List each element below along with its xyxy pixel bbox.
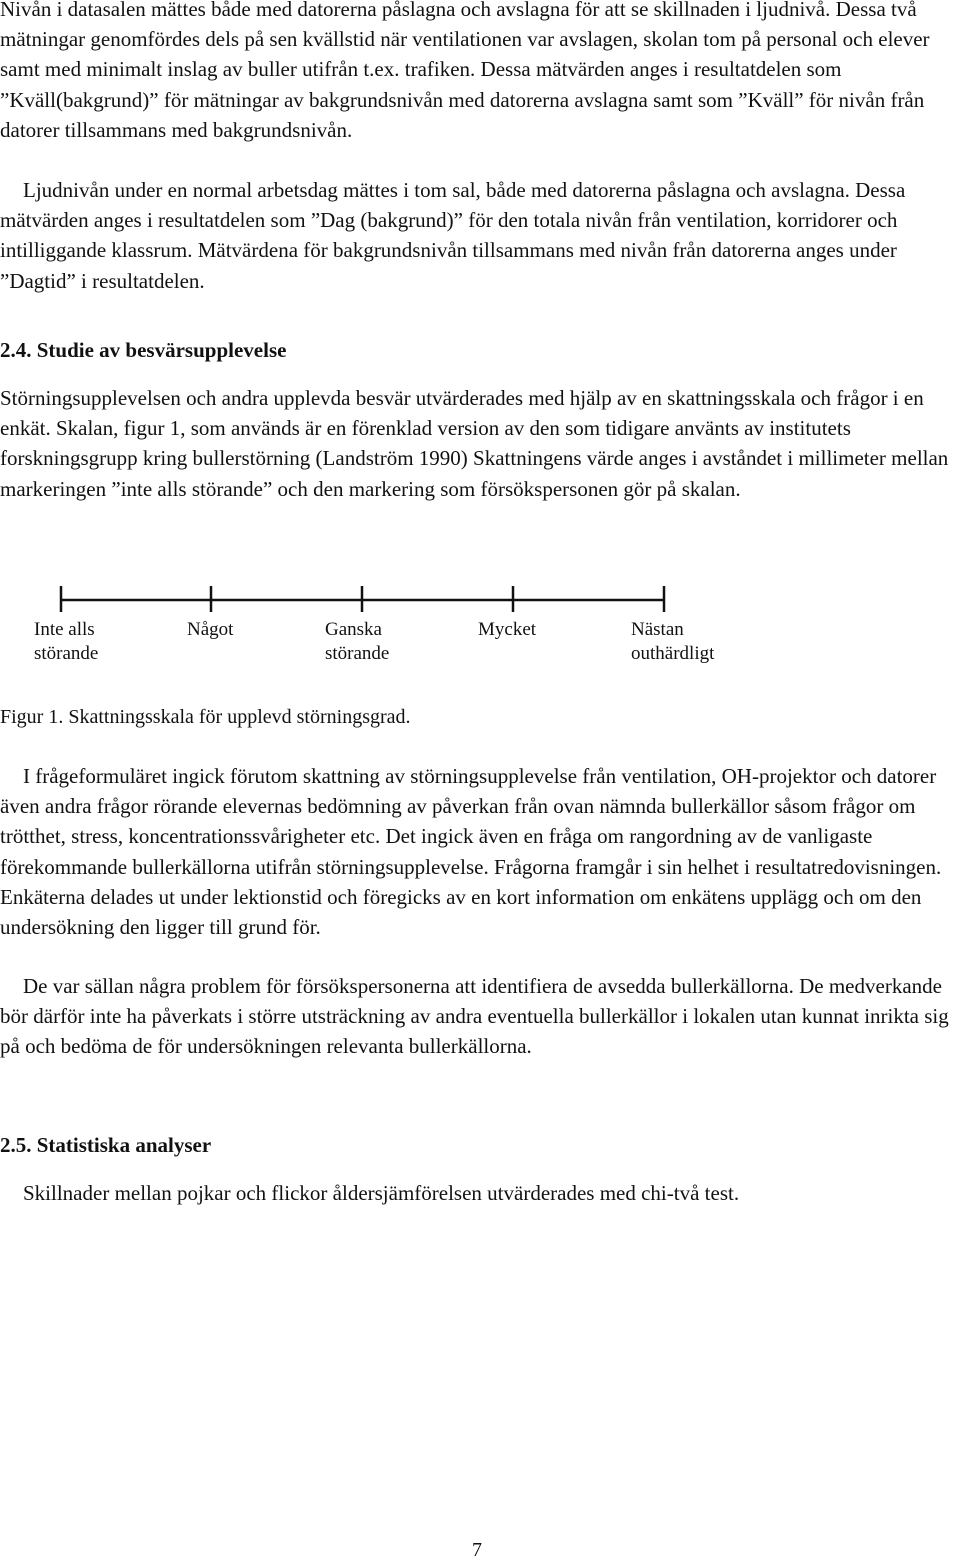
- scale-label-inte-alls: [34, 618, 184, 665]
- paragraph-questionnaire: I frågeformuläret ingick förutom skattning av störningsupplevelse från ventilation, OH-projektor och datorer även andra frågor rörande elevernas bedömning av påverkan från ovan nämnda bullerkällor såsom frågor om trötthet, stress, koncentrationssvårigheter etc. Det ingick även en fråga om rangordning av de vanligaste förekommande bullerkällorna utifrån störningsupplevelse. Frågorna framgår i sin helhet i resultatredovisningen. Enkäterna delades ut under lektionstid och föregicks av en kort information om enkätens upplägg och om den undersökning den ligger till grund för.: [0, 764, 942, 940]
- figure-caption: Figur 1. Skattningsskala för upplevd störningsgrad.: [0, 706, 411, 728]
- scale-label-line: outhärdligt: [631, 642, 715, 664]
- section-heading-2-4: 2.4. Studie av besvärsupplevelse: [0, 338, 287, 362]
- scale-label-line: störande: [325, 642, 390, 664]
- scale-label-line: störande: [34, 642, 99, 664]
- scale-label-nagot: [187, 618, 337, 642]
- page-number: 7: [472, 1539, 482, 1561]
- paragraph-measurement-day: Ljudnivån under en normal arbetsdag mättes i tom sal, både med datorerna påslagna och avslagna. Dessa mätvärden anges i resultatdelen som ”Dag (bakgrund)” för den totala nivån från ventilation, korridorer och intilliggande klassrum. Mätvärdena för bakgrundsnivån tillsammans med nivån från datorerna anges under ”Dagtid” i resultatdelen.: [0, 178, 906, 293]
- scale-label-ganska: [325, 618, 475, 665]
- paragraph-noise-sources: De var sällan några problem för försökspersonerna att identifiera de avsedda bullerkällorna. De medverkande bör därför inte ha påverkats i större utsträckning av andra eventuella bullerkällor i lokalen utan kunnat inrikta sig på och bedöma de för undersökningen relevanta bullerkällorna.: [0, 974, 949, 1059]
- paragraph-measurement-evening: Nivån i datasalen mättes både med datorerna påslagna och avslagna för att se skillnaden i ljudnivå. Dessa två mätningar genomfördes dels på sen kvällstid när ventilationen var avslagen, skolan tom på personal och elever samt med minimalt inslag av buller utifrån t.ex. trafiken. Dessa mätvärden anges i resultatdelen som ”Kväll(bakgrund)” för mätningar av bakgrundsnivån med datorerna avslagna samt som ”Kväll” för nivån från datorer tillsammans med bakgrundsnivån.: [0, 0, 930, 142]
- paragraph-rating-scale: Störningsupplevelsen och andra upplevda besvär utvärderades med hjälp av en skattningsskala och frågor i en enkät. Skalan, figur 1, som används är en förenklad version av den som tidigare använts av institutets forskningsgrupp kring bullerstörning (Landström 1990) Skattningens värde anges i avståndet i millimeter mellan markeringen ”inte alls störande” och den markering som försökspersonen gör på skalan.: [0, 386, 949, 501]
- scale-label-mycket: [478, 618, 628, 642]
- scale-label-nastan: [631, 618, 781, 665]
- rating-scale-figure: [0, 580, 960, 680]
- paragraph-statistics: Skillnader mellan pojkar och flickor åldersjämförelsen utvärderades med chi-två test.: [23, 1181, 740, 1205]
- scale-label-line: Något: [187, 619, 234, 640]
- section-heading-2-5: 2.5. Statistiska analyser: [0, 1133, 212, 1157]
- scale-label-line: Ganska: [325, 619, 382, 640]
- scale-label-line: Nästan: [631, 619, 684, 640]
- scale-label-line: Mycket: [478, 619, 537, 640]
- scale-label-line: Inte alls: [34, 619, 95, 640]
